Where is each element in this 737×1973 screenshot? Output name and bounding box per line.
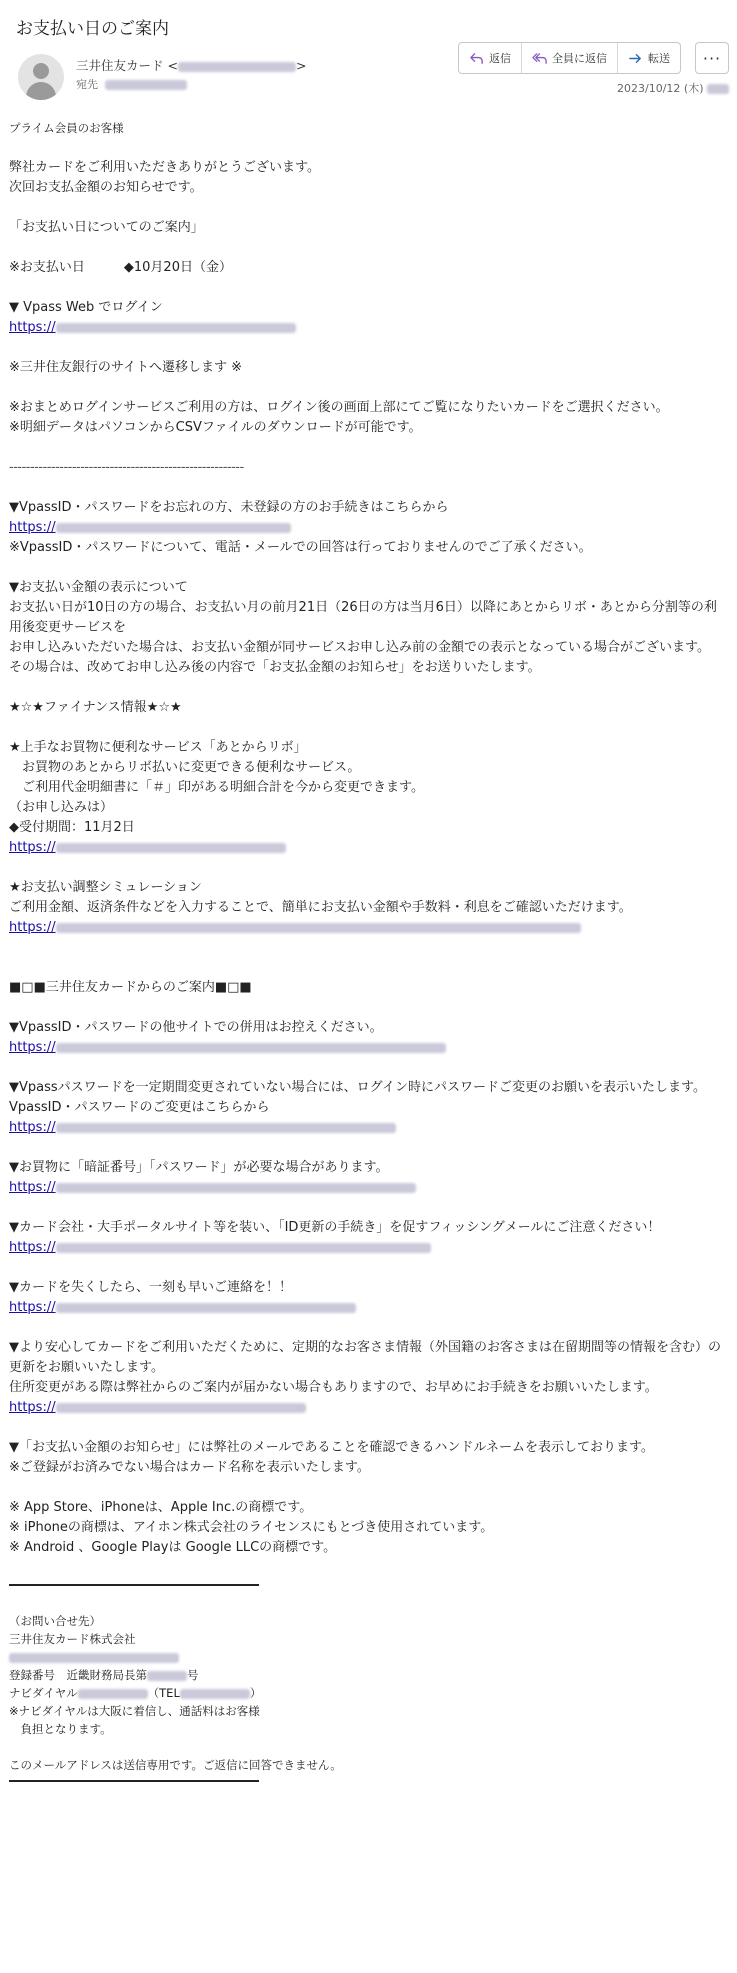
reg-prefix: 登録番号 近畿財務局長第 bbox=[9, 1668, 147, 1682]
vpass-login-link[interactable] bbox=[9, 318, 727, 338]
recipient bbox=[76, 76, 187, 92]
contact-label: （お問い合せ先） bbox=[9, 1614, 101, 1628]
vpass-login-heading: ▼ Vpass Web でログイン bbox=[9, 300, 163, 315]
more-icon[interactable]: ··· bbox=[695, 42, 729, 74]
ribo-line-1: お買物のあとからリボ払いに変更できる便利なサービス。 bbox=[9, 760, 361, 775]
simulation-heading: ★お支払い調整シミュレーション bbox=[9, 880, 202, 895]
reply-all-label: 全員に返信 bbox=[552, 52, 607, 65]
reply-button[interactable] bbox=[459, 43, 522, 73]
reply-icon bbox=[469, 51, 484, 66]
apply-period: ◆受付期間：11月2日 bbox=[9, 820, 135, 835]
payment-date: ※お支払い日 ◆10月20日（金） bbox=[9, 260, 232, 275]
message-actions bbox=[458, 42, 681, 74]
id-forgot-link[interactable] bbox=[9, 518, 727, 538]
transition-note: ※三井住友銀行のサイトへ遷移します ※ bbox=[9, 360, 243, 375]
forward-icon bbox=[628, 51, 643, 66]
forward-label: 転送 bbox=[648, 52, 670, 65]
reg-suffix: 号 bbox=[187, 1668, 199, 1682]
navi-dial bbox=[9, 1684, 727, 1702]
link-prefix: https:// bbox=[9, 1400, 56, 1415]
notice-title: 「お支払い日についてのご案内」 bbox=[9, 220, 204, 235]
apply-label: （お申し込みは） bbox=[9, 800, 114, 815]
link-prefix: https:// bbox=[9, 1300, 56, 1315]
sender-address-redacted bbox=[178, 62, 296, 72]
amount-heading: ▼お支払い金額の表示について bbox=[9, 580, 188, 595]
link-redacted bbox=[56, 1303, 356, 1313]
simulation-link[interactable] bbox=[9, 918, 727, 938]
trademark-2: ※ iPhoneの商標は、アイホン株式会社のライセンスにもとづき使用されています。 bbox=[9, 1520, 494, 1535]
send-only-note: このメールアドレスは送信専用です。ご返信に回答できません。 bbox=[9, 1758, 342, 1772]
navi-tel: （TEL bbox=[147, 1686, 180, 1700]
notice-4: ▼カード会社・大手ポータルサイト等を装い、「ID更新の手続き」を促すフィッシングメールにご注意ください！ bbox=[9, 1220, 661, 1235]
notice-6b: 住所変更がある際は弊社からのご案内が届かない場合もありますので、お早めにお手続きをお願いいたします。 bbox=[9, 1380, 658, 1395]
link-redacted bbox=[56, 323, 296, 333]
contact-block bbox=[9, 1612, 727, 1774]
trademark-3: ※ Android 、Google Playは Google LLCの商標です。 bbox=[9, 1540, 337, 1555]
sender[interactable] bbox=[76, 56, 306, 74]
intro-line-2: 次回お支払金額のお知らせです。 bbox=[9, 180, 203, 195]
dashed-divider: -------------------------------------------------------- bbox=[9, 460, 244, 475]
greeting: プライム会員のお客様 bbox=[9, 121, 124, 135]
notice-1: ▼VpassID・パスワードの他サイトでの併用はお控えください。 bbox=[9, 1020, 383, 1035]
notice-7b: ※ご登録がお済みでない場合はカード名称を表示いたします。 bbox=[9, 1460, 370, 1475]
link-redacted bbox=[56, 923, 581, 933]
ribo-line-2: ご利用代金明細書に「＃」印がある明細合計を今から変更できます。 bbox=[9, 780, 424, 795]
sender-close: > bbox=[295, 58, 307, 73]
notice-2: ▼Vpassパスワードを一定期間変更されていない場合には、ログイン時にパスワードご変更のお願いを表示いたします。 bbox=[9, 1080, 706, 1095]
divider-line bbox=[9, 1584, 259, 1586]
company-name: 三井住友カード株式会社 bbox=[9, 1632, 136, 1646]
reply-all-icon bbox=[532, 51, 547, 66]
bottom-divider-line bbox=[9, 1780, 259, 1782]
login-note: ※おまとめログインサービスご利用の方は、ログイン後の画面上部にてご覧になりたいカードをご選択ください。 bbox=[9, 400, 669, 415]
link-prefix: https:// bbox=[9, 1120, 56, 1135]
notice-5-link[interactable] bbox=[9, 1298, 727, 1318]
time-redacted bbox=[707, 84, 729, 94]
ribo-link[interactable] bbox=[9, 838, 727, 858]
navi-prefix: ナビダイヤル bbox=[9, 1686, 78, 1700]
notice-6-link[interactable] bbox=[9, 1398, 727, 1418]
link-redacted bbox=[56, 523, 291, 533]
id-no-phone-note: ※VpassID・パスワードについて、電話・メールでの回答は行っておりませんのでご了承ください。 bbox=[9, 540, 592, 555]
recipient-redacted bbox=[105, 80, 187, 90]
navi-note-2: 負担となります。 bbox=[9, 1722, 112, 1736]
company-address-redacted bbox=[9, 1648, 727, 1666]
navi-close: ） bbox=[249, 1686, 262, 1700]
amount-text-3: その場合は、改めてお申し込み後の内容で「お支払金額のお知らせ」をお送りいたします。 bbox=[9, 660, 541, 675]
link-redacted bbox=[56, 843, 286, 853]
notice-7: ▼「お支払い金額のお知らせ」には弊社のメールであることを確認できるハンドルネームを表示しております。 bbox=[9, 1440, 654, 1455]
to-label: 宛先 bbox=[76, 78, 98, 91]
link-prefix: https:// bbox=[9, 1180, 56, 1195]
notice-3: ▼お買物に「暗証番号」「パスワード」が必要な場合があります。 bbox=[9, 1160, 389, 1175]
reply-all-button[interactable] bbox=[522, 43, 618, 73]
notice-2b: VpassID・パスワードのご変更はこちらから bbox=[9, 1100, 270, 1115]
notice-4-link[interactable] bbox=[9, 1238, 727, 1258]
reply-label: 返信 bbox=[489, 52, 511, 65]
link-redacted bbox=[56, 1183, 416, 1193]
email-header bbox=[0, 0, 737, 118]
email-body bbox=[0, 118, 737, 1782]
registration-number bbox=[9, 1666, 727, 1684]
link-prefix: https:// bbox=[9, 920, 56, 935]
intro-line-1: 弊社カードをご利用いただきありがとうございます。 bbox=[9, 160, 320, 175]
trademark-1: ※ App Store、iPhoneは、Apple Inc.の商標です。 bbox=[9, 1500, 313, 1515]
link-prefix: https:// bbox=[9, 1040, 56, 1055]
reg-redacted bbox=[147, 1671, 187, 1681]
email-subject: お支払い日のご案内 bbox=[16, 19, 169, 39]
received-date bbox=[617, 80, 729, 96]
amount-text-2: お申し込みいただいた場合は、お支払い金額が同サービスお申し込み前の金額での表示となっている場合がございます。 bbox=[9, 640, 710, 655]
csv-note: ※明細データはパソコンからCSVファイルのダウンロードが可能です。 bbox=[9, 420, 422, 435]
notice-3-link[interactable] bbox=[9, 1178, 727, 1198]
link-prefix: https:// bbox=[9, 840, 56, 855]
link-redacted bbox=[56, 1123, 396, 1133]
sender-name: 三井住友カード < bbox=[76, 58, 178, 73]
notice-header: ■□■三井住友カードからのご案内■□■ bbox=[9, 980, 252, 995]
finance-heading: ★☆★ファイナンス情報★☆★ bbox=[9, 700, 182, 715]
avatar-icon bbox=[18, 54, 64, 100]
navi-note-1: ※ナビダイヤルは大阪に着信し、通話料はお客様 bbox=[9, 1704, 260, 1718]
link-redacted bbox=[56, 1243, 431, 1253]
tel-redacted bbox=[180, 1689, 250, 1699]
notice-1-link[interactable] bbox=[9, 1038, 727, 1058]
link-redacted bbox=[56, 1043, 446, 1053]
amount-text-1: お支払い日が10日の方の場合、お支払い月の前月21日（26日の方は当月6日）以降にあとからリボ・あとから分割等の利用後変更サービスを bbox=[9, 600, 717, 635]
link-prefix: https:// bbox=[9, 520, 56, 535]
simulation-text: ご利用金額、返済条件などを入力することで、簡単にお支払い金額や手数料・利息をご確認いただけます。 bbox=[9, 900, 632, 915]
ribo-heading: ★上手なお買物に便利なサービス「あとからリボ」 bbox=[9, 740, 307, 755]
notice-2-link[interactable] bbox=[9, 1118, 727, 1138]
id-forgot-heading: ▼VpassID・パスワードをお忘れの方、未登録の方のお手続きはこちらから bbox=[9, 500, 449, 515]
link-redacted bbox=[56, 1403, 306, 1413]
date-text: 2023/10/12 (木) bbox=[617, 82, 704, 95]
forward-button[interactable] bbox=[618, 43, 680, 73]
notice-5: ▼カードを失くしたら、一刻も早いご連絡を！！ bbox=[9, 1280, 292, 1295]
navi-number-redacted bbox=[78, 1689, 148, 1699]
notice-6: ▼より安心してカードをご利用いただくために、定期的なお客さま情報（外国籍のお客さまは在留期間等の情報を含む）の更新をお願いいたします。 bbox=[9, 1340, 721, 1375]
link-prefix: https:// bbox=[9, 320, 56, 335]
link-prefix: https:// bbox=[9, 1240, 56, 1255]
